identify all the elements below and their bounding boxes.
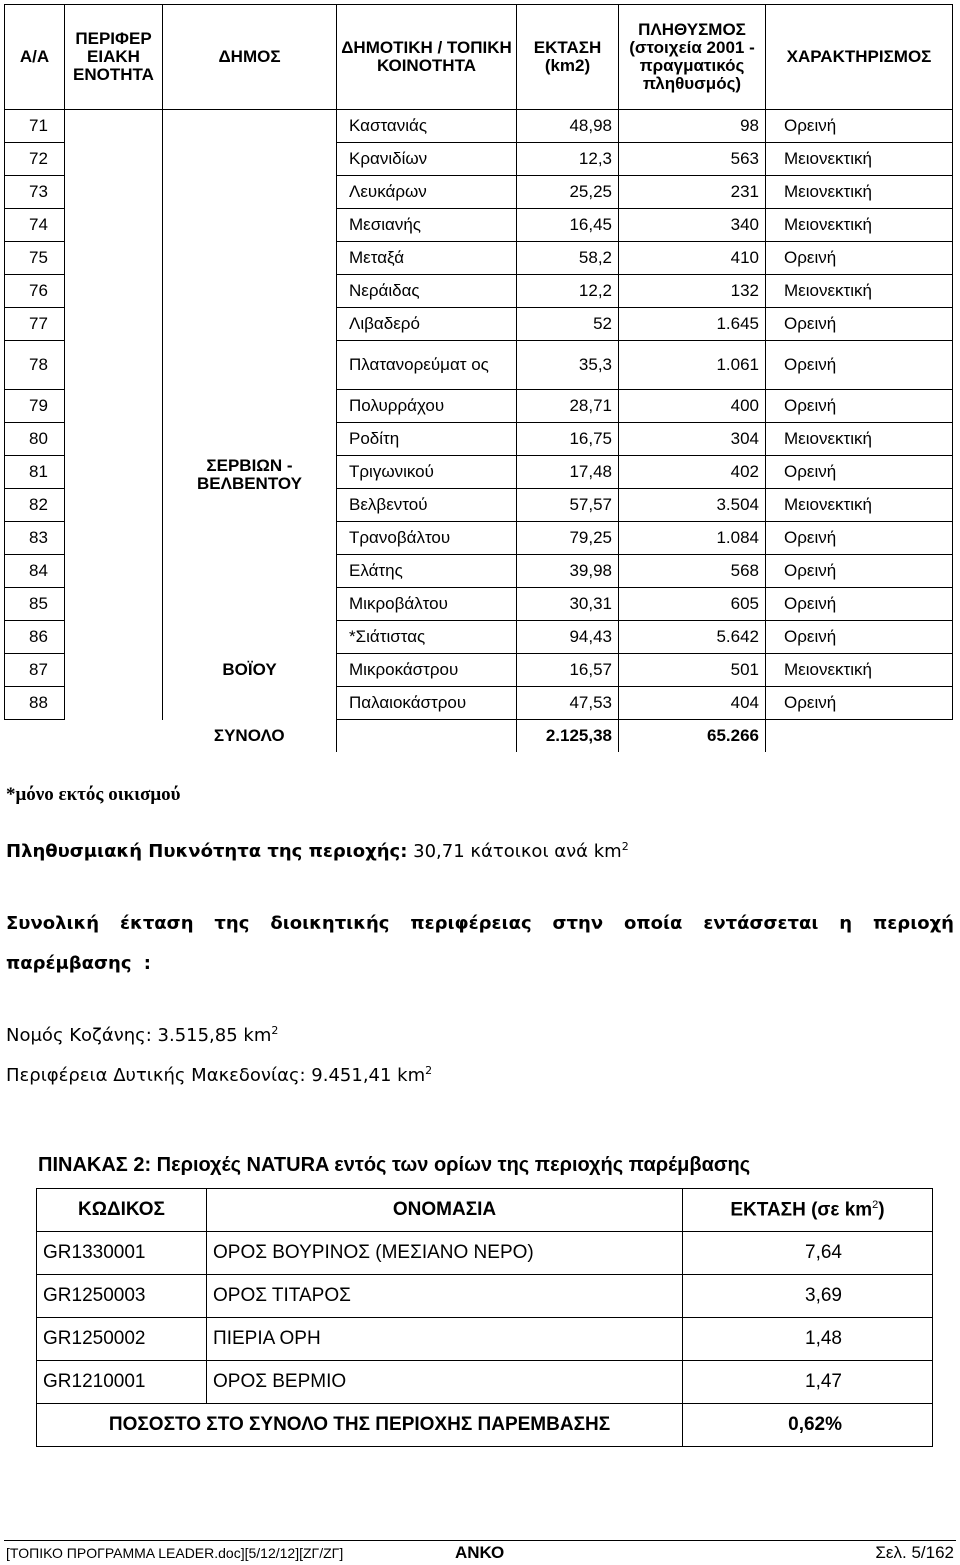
population-value: 5.642	[619, 621, 766, 654]
population-value: 563	[619, 143, 766, 176]
natura-name: ΟΡΟΣ ΤΙΤΑΡΟΣ	[207, 1275, 683, 1318]
col-header-area: ΕΚΤΑΣΗ (km2)	[517, 5, 619, 110]
community-name: Παλαιοκάστρου	[337, 687, 517, 720]
area-value: 16,45	[517, 209, 619, 242]
natura-table	[36, 1188, 933, 1447]
natura-col-name: ΟΝΟΜΑΣΙΑ	[207, 1189, 683, 1232]
natura-header-row	[37, 1189, 933, 1232]
community-name: Πλατανορεύματ ος	[337, 341, 517, 390]
row-number: 78	[5, 341, 65, 390]
natura-code: GR1210001	[37, 1361, 207, 1404]
community-name: Ροδίτη	[337, 423, 517, 456]
population-value: 132	[619, 275, 766, 308]
natura-col-area-sup: 2	[872, 1198, 879, 1211]
row-number: 84	[5, 555, 65, 588]
footer-left: [ΤΟΠΙΚΟ ΠΡΟΓΡΑΜΜΑ LEADER.doc][5/12/12][ΖΓ/ΖΓ]	[6, 1545, 344, 1561]
community-name: Μικροκάστρου	[337, 654, 517, 687]
area-value: 52	[517, 308, 619, 341]
area-value: 57,57	[517, 489, 619, 522]
characterization-value: Μειονεκτική	[766, 209, 953, 242]
nomos-sup: 2	[271, 1024, 279, 1037]
col-header-community: ΔΗΜΟΤΙΚΗ / ΤΟΠΙΚΗ ΚΟΙΝΟΤΗΤΑ	[337, 5, 517, 110]
population-value: 568	[619, 555, 766, 588]
total-population: 65.266	[619, 720, 766, 753]
col-header-population: ΠΛΗΘΥΣΜΟΣ (στοιχεία 2001 - πραγματικός πληθυσμός)	[619, 5, 766, 110]
density-label: Πληθυσμιακή Πυκνότητα της περιοχής:	[6, 841, 408, 862]
municipality-voiou: ΒΟΪΟΥ	[163, 621, 337, 720]
natura-footer-value: 0,62%	[683, 1404, 933, 1447]
characterization-value: Ορεινή	[766, 621, 953, 654]
characterization-value: Μειονεκτική	[766, 489, 953, 522]
natura-name: ΠΙΕΡΙΑ ΟΡΗ	[207, 1318, 683, 1361]
population-value: 1.645	[619, 308, 766, 341]
natura-col-area	[683, 1189, 933, 1232]
characterization-value: Ορεινή	[766, 522, 953, 555]
row-number: 82	[5, 489, 65, 522]
natura-col-code: ΚΩΔΙΚΟΣ	[37, 1189, 207, 1232]
population-value: 3.504	[619, 489, 766, 522]
row-number: 80	[5, 423, 65, 456]
area-value: 94,43	[517, 621, 619, 654]
natura-area: 1,47	[683, 1361, 933, 1404]
table-row	[5, 110, 953, 143]
col-header-municipality: ΔΗΜΟΣ	[163, 5, 337, 110]
natura-area: 3,69	[683, 1275, 933, 1318]
characterization-value: Ορεινή	[766, 341, 953, 390]
characterization-value: Ορεινή	[766, 555, 953, 588]
natura-code: GR1250003	[37, 1275, 207, 1318]
characterization-value: Ορεινή	[766, 456, 953, 489]
characterization-value: Ορεινή	[766, 390, 953, 423]
characterization-value: Ορεινή	[766, 687, 953, 720]
characterization-value: Μειονεκτική	[766, 143, 953, 176]
area-value: 16,57	[517, 654, 619, 687]
row-number: 75	[5, 242, 65, 275]
population-value: 605	[619, 588, 766, 621]
community-name: Τριγωνικού	[337, 456, 517, 489]
population-value: 1.061	[619, 341, 766, 390]
natura-area: 1,48	[683, 1318, 933, 1361]
natura-area: 7,64	[683, 1232, 933, 1275]
area-value: 39,98	[517, 555, 619, 588]
municipality-servion-velventou: ΣΕΡΒΙΩΝ - ΒΕΛΒΕΝΤΟΥ	[163, 110, 337, 621]
population-value: 400	[619, 390, 766, 423]
table-header-row	[5, 5, 953, 110]
row-number: 72	[5, 143, 65, 176]
community-name: Τρανοβάλτου	[337, 522, 517, 555]
row-number: 73	[5, 176, 65, 209]
area-value: 28,71	[517, 390, 619, 423]
natura-code: GR1330001	[37, 1232, 207, 1275]
row-number: 81	[5, 456, 65, 489]
community-name: Ελάτης	[337, 555, 517, 588]
region-unit-cell	[65, 110, 163, 720]
natura-name: ΟΡΟΣ ΒΕΡΜΙΟ	[207, 1361, 683, 1404]
perifereia-text: Περιφέρεια Δυτικής Μακεδονίας: 9.451,41 km	[6, 1065, 426, 1086]
population-value: 340	[619, 209, 766, 242]
population-value: 231	[619, 176, 766, 209]
area-value: 17,48	[517, 456, 619, 489]
community-name: Λευκάρων	[337, 176, 517, 209]
population-value: 98	[619, 110, 766, 143]
total-empty-4	[766, 720, 953, 753]
row-number: 79	[5, 390, 65, 423]
area-value: 47,53	[517, 687, 619, 720]
area-value: 79,25	[517, 522, 619, 555]
natura-footer-row	[37, 1404, 933, 1447]
area-value: 12,3	[517, 143, 619, 176]
characterization-value: Ορεινή	[766, 110, 953, 143]
density-value: 30,71 κάτοικοι ανά km	[413, 841, 622, 862]
nomos-text: Νομός Κοζάνης: 3.515,85 km	[6, 1025, 272, 1046]
row-number: 77	[5, 308, 65, 341]
area-value: 12,2	[517, 275, 619, 308]
area-value: 16,75	[517, 423, 619, 456]
row-number: 83	[5, 522, 65, 555]
characterization-value: Μειονεκτική	[766, 275, 953, 308]
col-header-aa: Α/Α	[5, 5, 65, 110]
area-value: 48,98	[517, 110, 619, 143]
row-number: 76	[5, 275, 65, 308]
footer-center: ΑΝΚΟ	[455, 1543, 505, 1562]
table2-title: ΠΙΝΑΚΑΣ 2: Περιοχές NATURA εντός των ορίων της περιοχής παρέμβασης	[38, 1154, 751, 1176]
characterization-value: Μειονεκτική	[766, 654, 953, 687]
area-value: 58,2	[517, 242, 619, 275]
natura-row	[37, 1232, 933, 1275]
footer-divider	[4, 1540, 956, 1541]
natura-name: ΟΡΟΣ ΒΟΥΡΙΝΟΣ (ΜΕΣΙΑΝΟ ΝΕΡΟ)	[207, 1232, 683, 1275]
natura-code: GR1250002	[37, 1318, 207, 1361]
area-value: 30,31	[517, 588, 619, 621]
natura-col-area-label: ΕΚΤΑΣΗ (σε km	[730, 1199, 873, 1221]
community-name: Βελβεντού	[337, 489, 517, 522]
population-value: 402	[619, 456, 766, 489]
row-number: 71	[5, 110, 65, 143]
total-row	[5, 720, 953, 753]
community-name: Μεταξά	[337, 242, 517, 275]
natura-row	[37, 1275, 933, 1318]
density-sup: 2	[621, 840, 629, 853]
col-header-region-unit: ΠΕΡΙΦΕΡ ΕΙΑΚΗ ΕΝΟΤΗΤΑ	[65, 5, 163, 110]
community-name: Καστανιάς	[337, 110, 517, 143]
characterization-value: Ορεινή	[766, 588, 953, 621]
row-number: 87	[5, 654, 65, 687]
perifereia-sup: 2	[425, 1064, 433, 1077]
community-name: *Σιάτιστας	[337, 621, 517, 654]
population-value: 1.084	[619, 522, 766, 555]
natura-table-body	[37, 1189, 933, 1447]
population-value: 501	[619, 654, 766, 687]
community-name: Μεσιανής	[337, 209, 517, 242]
table-body	[5, 110, 953, 753]
row-number: 86	[5, 621, 65, 654]
area-value: 25,25	[517, 176, 619, 209]
natura-col-area-close: )	[878, 1199, 885, 1221]
characterization-value: Ορεινή	[766, 308, 953, 341]
community-name: Πολυρράχου	[337, 390, 517, 423]
community-name: Λιβαδερό	[337, 308, 517, 341]
total-area-text: Συνολική έκταση της διοικητικής περιφέρειας στην οποία εντάσσεται η περιοχή παρέμβασης :	[6, 913, 954, 974]
natura-row	[37, 1361, 933, 1404]
density-line	[6, 840, 629, 862]
row-number: 88	[5, 687, 65, 720]
perifereia-line	[6, 1064, 432, 1086]
row-number: 74	[5, 209, 65, 242]
total-empty-2	[65, 720, 163, 753]
total-empty-1	[5, 720, 65, 753]
characterization-value: Μειονεκτική	[766, 423, 953, 456]
footer-right: Σελ. 5/162	[875, 1543, 954, 1562]
natura-footer-label: ΠΟΣΟΣΤΟ ΣΤΟ ΣΥΝΟΛΟ ΤΗΣ ΠΕΡΙΟΧΗΣ ΠΑΡΕΜΒΑΣΗΣ	[37, 1404, 683, 1447]
total-area: 2.125,38	[517, 720, 619, 753]
col-header-characterization: ΧΑΡΑΚΤΗΡΙΣΜΟΣ	[766, 5, 953, 110]
row-number: 85	[5, 588, 65, 621]
total-empty-3	[337, 720, 517, 753]
community-name: Νεράιδας	[337, 275, 517, 308]
nomos-line	[6, 1024, 278, 1046]
area-value: 35,3	[517, 341, 619, 390]
municipality-table	[4, 4, 953, 752]
footnote: *μόνο εκτός οικισμού	[6, 784, 181, 805]
natura-row	[37, 1318, 933, 1361]
characterization-value: Μειονεκτική	[766, 176, 953, 209]
community-name: Κρανιδίων	[337, 143, 517, 176]
population-value: 304	[619, 423, 766, 456]
characterization-value: Ορεινή	[766, 242, 953, 275]
community-name: Μικροβάλτου	[337, 588, 517, 621]
total-label: ΣΥΝΟΛΟ	[213, 725, 285, 745]
population-value: 410	[619, 242, 766, 275]
population-value: 404	[619, 687, 766, 720]
